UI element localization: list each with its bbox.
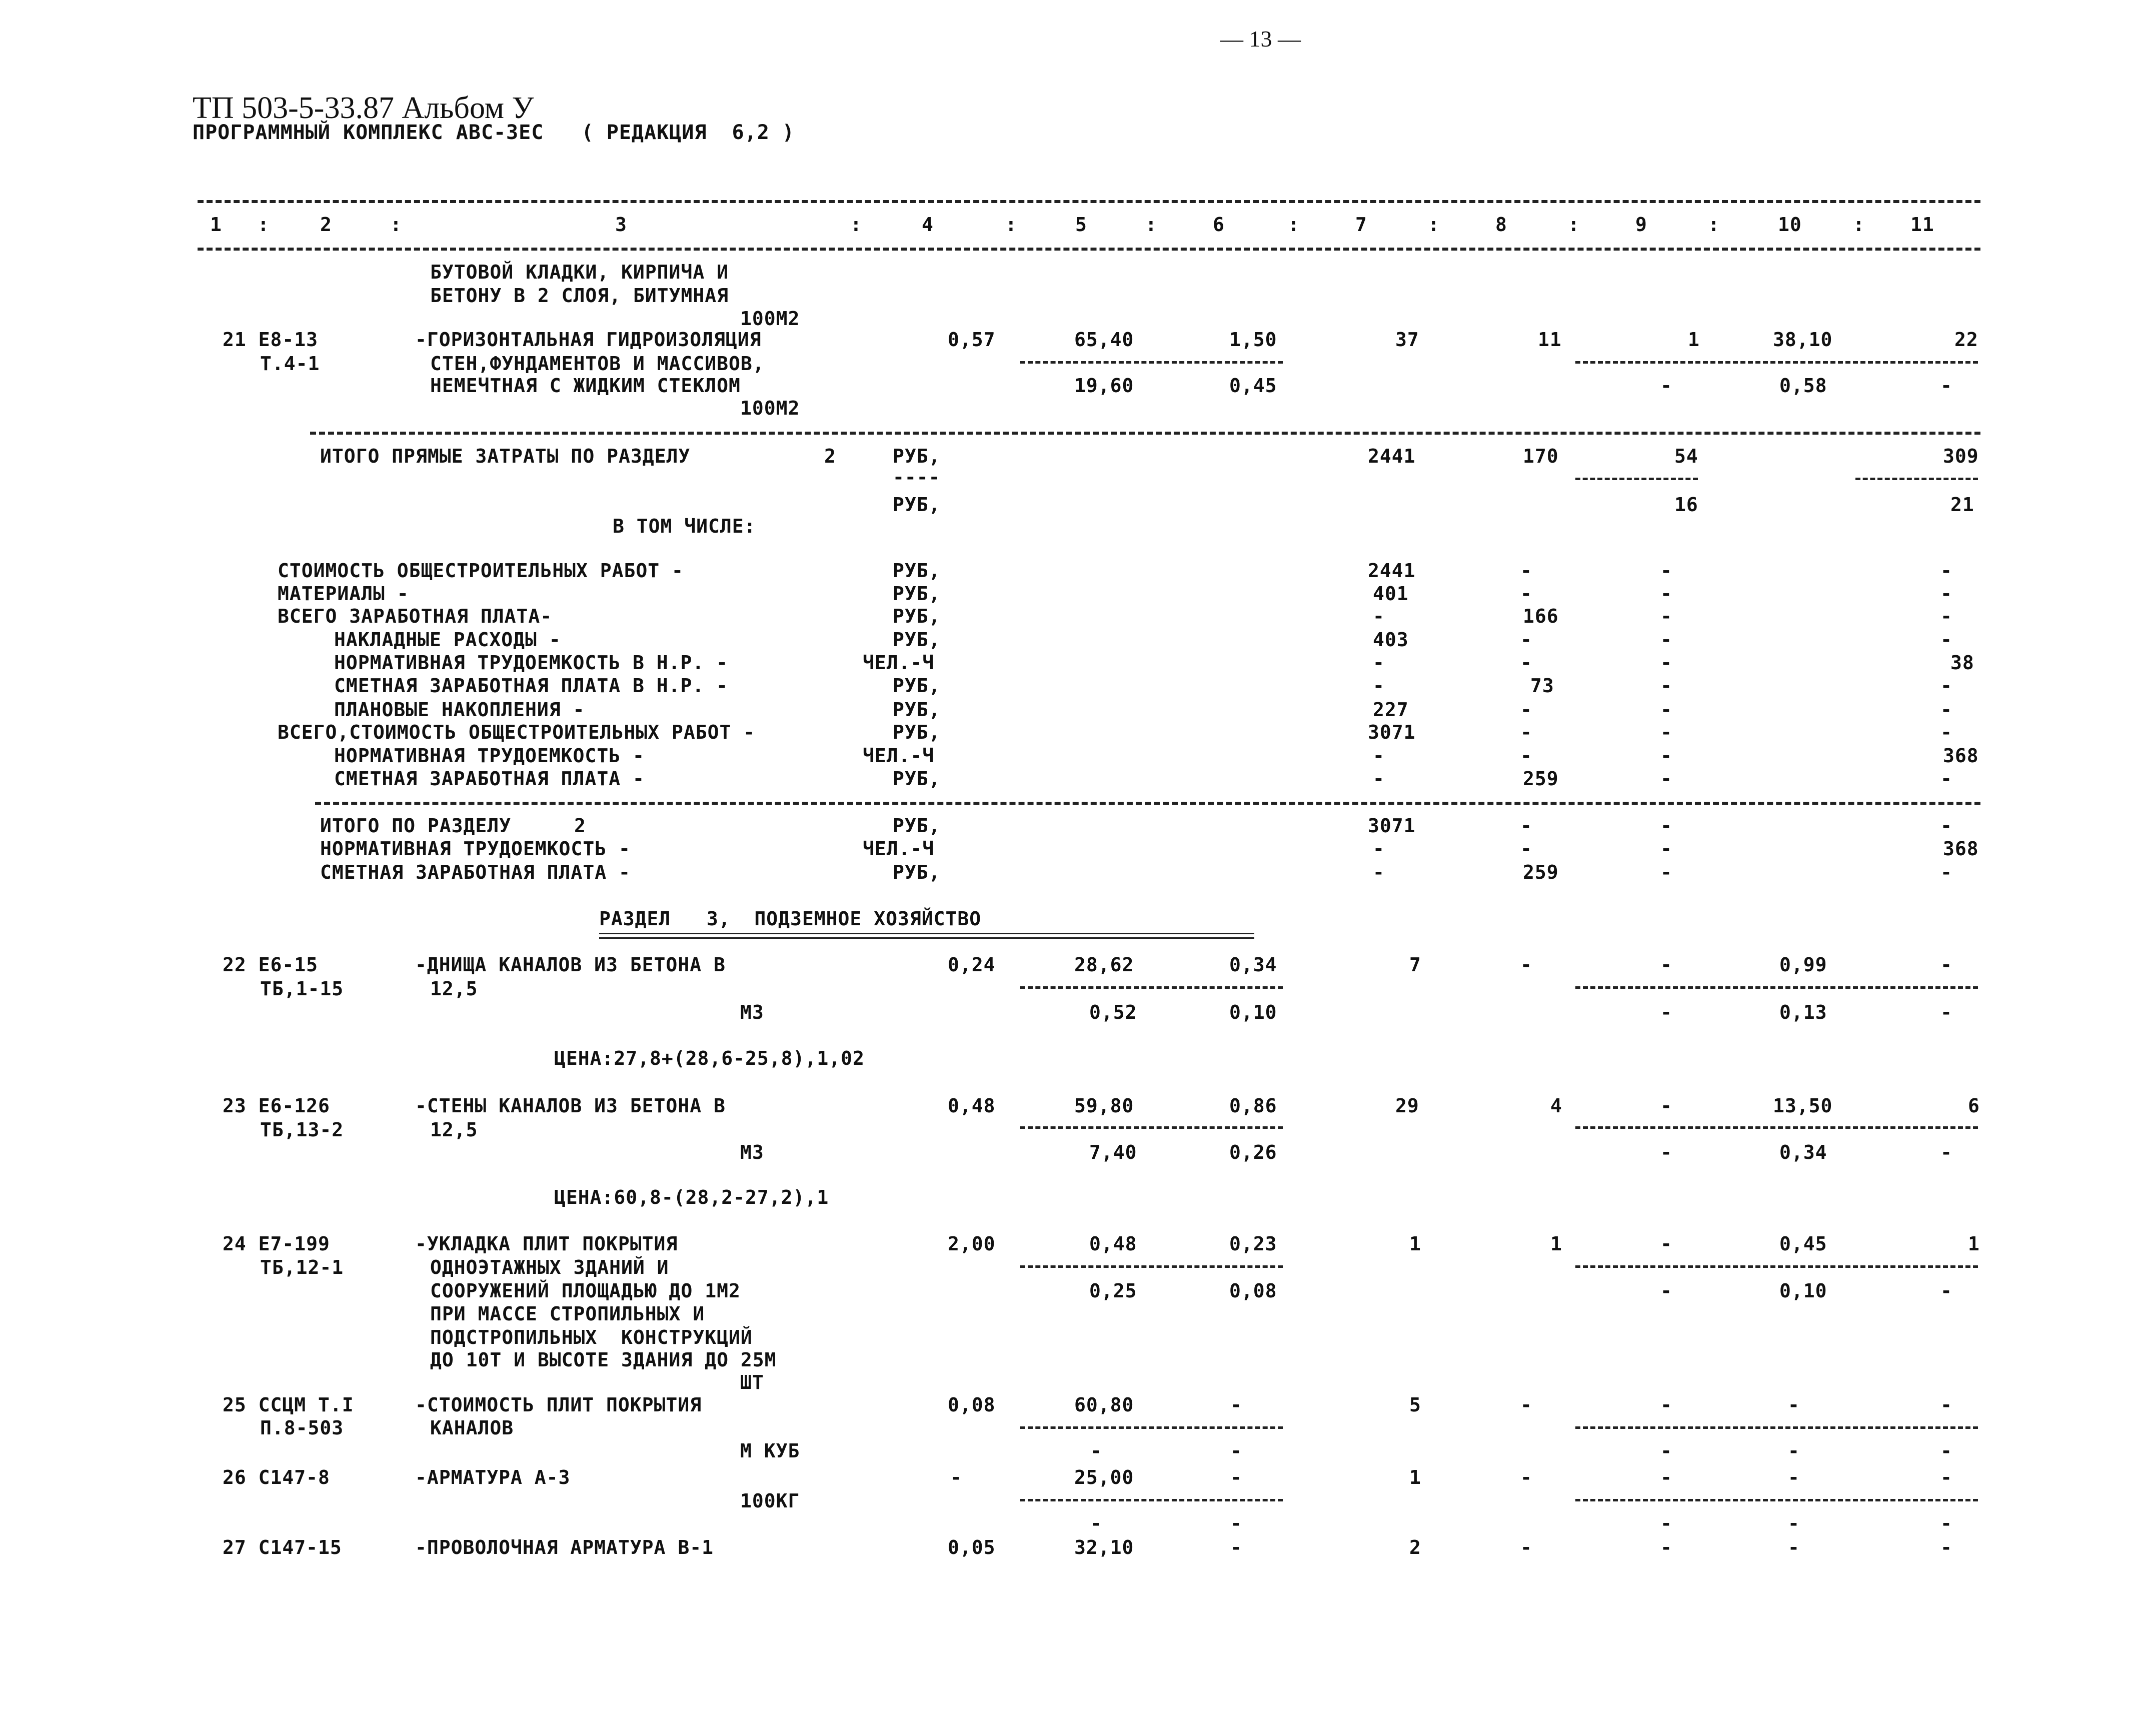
table-cell: -ДНИЩА КАНАЛОВ ИЗ БЕТОНА В [415, 954, 726, 976]
table-cell: - [1788, 1536, 1800, 1558]
table-cell: РУБ, [893, 560, 941, 582]
table-cell: 259 [1523, 768, 1559, 790]
table-cell: НОРМАТИВНАЯ ТРУДОЕМКОСТЬ В Н.Р. - [334, 652, 728, 674]
table-cell: ЧЕЛ.-Ч [863, 652, 935, 674]
value-subrule [1020, 1126, 1283, 1129]
value-subrule [1575, 986, 1978, 989]
table-cell: - [1660, 1440, 1672, 1462]
table-cell: 2 [1409, 1536, 1421, 1558]
table-cell: 28,62 [1074, 954, 1134, 976]
table-cell: 1 [1409, 1233, 1421, 1255]
table-cell: - [950, 1466, 962, 1488]
table-cell: 2441 [1368, 560, 1416, 582]
table-cell: - [1788, 1512, 1800, 1534]
table-cell: 0,10 [1229, 1001, 1277, 1023]
table-cell: М3 [740, 1001, 764, 1023]
table-cell: МАТЕРИАЛЫ - [278, 583, 409, 605]
table-cell: 4 [1550, 1095, 1562, 1117]
value-subrule [1855, 478, 1978, 480]
table-cell: - [1660, 1512, 1672, 1534]
table-cell: РАЗДЕЛ 3, ПОДЗЕМНОЕ ХОЗЯЙСТВО [599, 908, 982, 930]
section-total-rule [310, 432, 1980, 435]
table-cell: - [1373, 768, 1385, 790]
table-cell: 0,86 [1229, 1095, 1277, 1117]
table-cell: 22 Е6-15 [223, 954, 319, 976]
table-cell: 13,50 [1773, 1095, 1833, 1117]
column-header-6: 6 [1213, 214, 1225, 236]
table-cell: ТБ,12-1 [260, 1256, 344, 1278]
table-cell: 27 С147-15 [223, 1536, 342, 1558]
table-cell: 309 [1943, 445, 1979, 467]
table-cell: - [1940, 1280, 1952, 1302]
column-header-5: 5 [1075, 214, 1087, 236]
table-cell: - [1788, 1394, 1800, 1416]
table-cell: - [1090, 1512, 1102, 1534]
table-cell: - [1520, 838, 1532, 860]
table-cell: - [1373, 605, 1385, 627]
table-cell: 3071 [1368, 721, 1416, 743]
table-cell: 0,57 [948, 329, 996, 351]
table-cell: ДО 10Т И ВЫСОТЕ ЗДАНИЯ ДО 25М [430, 1349, 777, 1371]
table-cell: - [1660, 1001, 1672, 1023]
table-cell: 368 [1943, 745, 1979, 767]
table-cell: РУБ, [893, 721, 941, 743]
table-cell: - [1230, 1536, 1242, 1558]
table-cell: - [1660, 1466, 1672, 1488]
table-cell: 368 [1943, 838, 1979, 860]
column-separator: : [1708, 214, 1720, 236]
column-header-2: 2 [320, 214, 332, 236]
table-cell: 166 [1523, 605, 1559, 627]
table-cell: 1,50 [1229, 329, 1277, 351]
table-cell: 100М2 [740, 308, 800, 330]
table-cell: РУБ, [893, 815, 941, 837]
table-cell: РУБ, [893, 445, 941, 467]
value-subrule [1575, 1426, 1978, 1429]
table-cell: 401 [1373, 583, 1409, 605]
table-cell: - [1520, 560, 1532, 582]
table-cell: БУТОВОЙ КЛАДКИ, КИРПИЧА И [430, 261, 729, 283]
table-cell: 6 [1968, 1095, 1980, 1117]
table-cell: - [1660, 861, 1672, 883]
header-top-rule [198, 200, 1980, 203]
table-cell: РУБ, [893, 861, 941, 883]
program-subtitle: ПРОГРАММНЫЙ КОМПЛЕКС АВС-3ЕС ( РЕДАКЦИЯ 6,2 ) [193, 121, 795, 144]
table-cell: 0,34 [1229, 954, 1277, 976]
table-cell: ШТ [740, 1371, 764, 1393]
table-cell: П.8-503 [260, 1417, 344, 1439]
table-cell: 0,52 [1089, 1001, 1137, 1023]
header-bottom-rule [198, 248, 1980, 251]
table-cell: НОРМАТИВНАЯ ТРУДОЕМКОСТЬ - [320, 838, 631, 860]
table-cell: НАКЛАДНЫЕ РАСХОДЫ - [334, 629, 561, 651]
table-cell: 0,58 [1779, 375, 1827, 397]
table-cell: -ГОРИЗОНТАЛЬНАЯ ГИДРОИЗОЛЯЦИЯ [415, 329, 762, 351]
table-cell: 0,08 [948, 1394, 996, 1416]
column-separator: : [1853, 214, 1865, 236]
table-cell: 59,80 [1074, 1095, 1134, 1117]
value-subrule [1575, 1499, 1978, 1501]
table-cell: СТОИМОСТЬ ОБЩЕСТРОИТЕЛЬНЫХ РАБОТ - [278, 560, 684, 582]
page-number: — 13 — [1220, 26, 1301, 52]
table-cell: 3071 [1368, 815, 1416, 837]
table-cell: - [1660, 652, 1672, 674]
table-cell: ТБ,13-2 [260, 1119, 344, 1141]
value-subrule [1575, 361, 1978, 364]
table-cell: СМЕТНАЯ ЗАРАБОТНАЯ ПЛАТА - [334, 768, 645, 790]
column-header-9: 9 [1635, 214, 1647, 236]
value-subrule [1020, 1265, 1283, 1268]
table-cell: ЧЕЛ.-Ч [863, 745, 935, 767]
table-cell: - [1660, 375, 1672, 397]
table-cell: РУБ, [893, 699, 941, 721]
table-cell: 22 [1954, 329, 1978, 351]
table-cell: - [1520, 652, 1532, 674]
table-cell: 1 [1968, 1233, 1980, 1255]
table-cell: 0,24 [948, 954, 996, 976]
column-header-7: 7 [1355, 214, 1367, 236]
table-cell: - [1520, 745, 1532, 767]
value-subrule [1575, 1265, 1978, 1268]
column-separator: : [1568, 214, 1580, 236]
table-cell: ЦЕНА:27,8+(28,6-25,8),1,02 [554, 1047, 865, 1069]
column-separator: : [1288, 214, 1300, 236]
table-cell: - [1230, 1440, 1242, 1462]
table-cell: 0,23 [1229, 1233, 1277, 1255]
table-cell: 0,45 [1229, 375, 1277, 397]
table-cell: КАНАЛОВ [430, 1417, 514, 1439]
value-subrule [1020, 1499, 1283, 1501]
table-cell: ПРИ МАССЕ СТРОПИЛЬНЫХ И [430, 1303, 705, 1325]
table-cell: 12,5 [430, 1119, 478, 1141]
table-cell: - [1940, 1536, 1952, 1558]
table-cell: 38,10 [1773, 329, 1833, 351]
column-header-4: 4 [922, 214, 934, 236]
table-cell: 16 [1674, 494, 1698, 516]
table-cell: 100КГ [740, 1490, 800, 1512]
table-cell: - [1520, 1536, 1532, 1558]
table-cell: -СТЕНЫ КАНАЛОВ ИЗ БЕТОНА В [415, 1095, 726, 1117]
table-cell: БЕТОНУ В 2 СЛОЯ, БИТУМНАЯ [430, 285, 729, 307]
table-cell: 24 Е7-199 [223, 1233, 330, 1255]
column-header-11: 11 [1910, 214, 1934, 236]
table-cell: 65,40 [1074, 329, 1134, 351]
table-cell: 38 [1950, 652, 1974, 674]
table-cell: 0,34 [1779, 1141, 1827, 1163]
table-cell: РУБ, [893, 583, 941, 605]
table-cell: 0,25 [1089, 1280, 1137, 1302]
table-cell: - [1373, 861, 1385, 883]
section-summary-rule [315, 802, 1980, 805]
table-cell: - [1520, 1466, 1532, 1488]
table-cell: - [1373, 675, 1385, 697]
table-cell: 21 [1950, 494, 1974, 516]
table-cell: -УКЛАДКА ПЛИТ ПОКРЫТИЯ [415, 1233, 678, 1255]
table-cell: - [1940, 560, 1952, 582]
table-cell: - [1373, 652, 1385, 674]
table-cell: - [1660, 1536, 1672, 1558]
table-cell: 1 [1688, 329, 1700, 351]
table-cell: 2 [824, 445, 836, 467]
table-cell: ПОДСТРОПИЛЬНЫХ КОНСТРУКЦИЙ [430, 1326, 753, 1348]
table-cell: 0,13 [1779, 1001, 1827, 1023]
value-subrule [1020, 1426, 1283, 1429]
table-cell: - [1660, 768, 1672, 790]
table-cell: - [1660, 605, 1672, 627]
table-cell: - [1373, 745, 1385, 767]
table-cell: - [1940, 675, 1952, 697]
table-cell: НОРМАТИВНАЯ ТРУДОЕМКОСТЬ - [334, 745, 645, 767]
column-header-8: 8 [1495, 214, 1507, 236]
table-cell: - [1660, 675, 1672, 697]
table-cell: - [1940, 375, 1952, 397]
table-cell: - [1520, 954, 1532, 976]
table-cell: М КУБ [740, 1440, 800, 1462]
table-cell: 227 [1373, 699, 1409, 721]
value-subrule [1020, 986, 1283, 989]
table-cell: 21 Е8-13 [223, 329, 319, 351]
table-cell: - [1940, 1394, 1952, 1416]
table-cell: 1 [1550, 1233, 1562, 1255]
table-cell: ПЛАНОВЫЕ НАКОПЛЕНИЯ - [334, 699, 585, 721]
table-cell: НЕМЕЧТНАЯ С ЖИДКИМ СТЕКЛОМ [430, 375, 741, 397]
table-cell: - [1788, 1466, 1800, 1488]
table-cell: РУБ, [893, 675, 941, 697]
table-cell: - [1940, 1141, 1952, 1163]
table-cell: - [1940, 1512, 1952, 1534]
table-cell: СМЕТНАЯ ЗАРАБОТНАЯ ПЛАТА - [320, 861, 631, 883]
table-cell: - [1660, 699, 1672, 721]
table-cell: - [1520, 629, 1532, 651]
table-cell: 0,10 [1779, 1280, 1827, 1302]
table-cell: -СТОИМОСТЬ ПЛИТ ПОКРЫТИЯ [415, 1394, 702, 1416]
table-cell: - [1520, 1394, 1532, 1416]
table-cell: 0,45 [1779, 1233, 1827, 1255]
table-cell: 0,48 [948, 1095, 996, 1117]
table-cell: - [1940, 721, 1952, 743]
table-cell: 5 [1409, 1394, 1421, 1416]
column-header-10: 10 [1778, 214, 1802, 236]
table-cell: - [1940, 629, 1952, 651]
value-subrule [1020, 361, 1283, 364]
table-cell: 0,05 [948, 1536, 996, 1558]
table-cell: 403 [1373, 629, 1409, 651]
table-cell: - [1660, 629, 1672, 651]
table-cell: РУБ, [893, 494, 941, 516]
table-cell: - [1660, 1095, 1672, 1117]
table-cell: 7 [1409, 954, 1421, 976]
table-cell: 0,26 [1229, 1141, 1277, 1163]
table-cell: - [1660, 1141, 1672, 1163]
table-cell: 2441 [1368, 445, 1416, 467]
table-cell: 60,80 [1074, 1394, 1134, 1416]
table-cell: 25 ССЦМ Т.I [223, 1394, 354, 1416]
table-cell: 11 [1538, 329, 1562, 351]
table-cell: 100М2 [740, 397, 800, 419]
table-cell: - [1940, 861, 1952, 883]
column-header-3: 3 [615, 214, 627, 236]
value-subrule [1575, 1126, 1978, 1129]
table-cell: ВСЕГО,СТОИМОСТЬ ОБЩЕСТРОИТЕЛЬНЫХ РАБОТ - [278, 721, 756, 743]
document-title: ТП 503-5-33.87 Альбом У [193, 91, 534, 125]
table-cell: - [1520, 583, 1532, 605]
table-cell: -АРМАТУРА А-3 [415, 1466, 571, 1488]
table-cell: 2 [574, 815, 586, 837]
table-cell: 170 [1523, 445, 1559, 467]
table-cell: ---- [893, 466, 941, 488]
value-subrule [1575, 478, 1698, 480]
table-cell: - [1660, 583, 1672, 605]
table-cell: -ПРОВОЛОЧНАЯ АРМАТУРА В-1 [415, 1536, 714, 1558]
section-heading-underline [599, 933, 1254, 939]
table-cell: 0,99 [1779, 954, 1827, 976]
table-cell: - [1230, 1394, 1242, 1416]
table-cell: РУБ, [893, 768, 941, 790]
table-cell: ТБ,1-15 [260, 978, 344, 1000]
table-cell: Т.4-1 [260, 353, 320, 375]
table-cell: - [1940, 583, 1952, 605]
column-separator: : [390, 214, 402, 236]
table-cell: 19,60 [1074, 375, 1134, 397]
column-separator: : [1145, 214, 1157, 236]
table-cell: СООРУЖЕНИЙ ПЛОЩАДЬЮ ДО 1М2 [430, 1280, 741, 1302]
table-cell: ИТОГО ПО РАЗДЕЛУ [320, 815, 512, 837]
table-cell: - [1940, 954, 1952, 976]
table-cell: 29 [1395, 1095, 1419, 1117]
table-cell: В ТОМ ЧИСЛЕ: [613, 515, 756, 537]
table-cell: - [1940, 815, 1952, 837]
table-cell: 23 Е6-126 [223, 1095, 330, 1117]
table-cell: - [1090, 1440, 1102, 1462]
table-cell: РУБ, [893, 605, 941, 627]
table-cell: - [1940, 768, 1952, 790]
column-separator: : [258, 214, 270, 236]
table-cell: - [1660, 721, 1672, 743]
table-cell: 1 [1409, 1466, 1421, 1488]
table-cell: - [1940, 1466, 1952, 1488]
table-cell: 0,48 [1089, 1233, 1137, 1255]
table-cell: - [1660, 745, 1672, 767]
column-separator: : [1428, 214, 1440, 236]
table-cell: ВСЕГО ЗАРАБОТНАЯ ПЛАТА- [278, 605, 553, 627]
table-cell: 54 [1674, 445, 1698, 467]
table-cell: - [1660, 560, 1672, 582]
table-cell: - [1230, 1512, 1242, 1534]
table-cell: - [1660, 815, 1672, 837]
table-cell: 2,00 [948, 1233, 996, 1255]
table-cell: - [1788, 1440, 1800, 1462]
table-cell: - [1520, 815, 1532, 837]
table-cell: - [1660, 1280, 1672, 1302]
table-cell: - [1940, 1440, 1952, 1462]
column-separator: : [1005, 214, 1017, 236]
table-cell: - [1520, 721, 1532, 743]
table-cell: ЧЕЛ.-Ч [863, 838, 935, 860]
column-separator: : [850, 214, 862, 236]
table-cell: - [1660, 1394, 1672, 1416]
table-cell: 259 [1523, 861, 1559, 883]
table-cell: СМЕТНАЯ ЗАРАБОТНАЯ ПЛАТА В Н.Р. - [334, 675, 728, 697]
table-cell: 0,08 [1229, 1280, 1277, 1302]
table-cell: - [1940, 1001, 1952, 1023]
table-cell: 32,10 [1074, 1536, 1134, 1558]
table-cell: - [1940, 605, 1952, 627]
table-cell: ЦЕНА:60,8-(28,2-27,2),1 [554, 1186, 829, 1208]
table-cell: 73 [1530, 675, 1554, 697]
table-cell: - [1940, 699, 1952, 721]
table-cell: - [1660, 838, 1672, 860]
table-cell: М3 [740, 1141, 764, 1163]
table-cell: 7,40 [1089, 1141, 1137, 1163]
table-cell: РУБ, [893, 629, 941, 651]
table-cell: СТЕН,ФУНДАМЕНТОВ И МАССИВОВ, [430, 353, 765, 375]
column-header-1: 1 [210, 214, 222, 236]
table-cell: - [1660, 1233, 1672, 1255]
table-cell: 12,5 [430, 978, 478, 1000]
table-cell: - [1373, 838, 1385, 860]
table-cell: 37 [1395, 329, 1419, 351]
table-cell: - [1520, 699, 1532, 721]
table-cell: ИТОГО ПРЯМЫЕ ЗАТРАТЫ ПО РАЗДЕЛУ [320, 445, 691, 467]
table-cell: 26 С147-8 [223, 1466, 330, 1488]
table-cell: - [1230, 1466, 1242, 1488]
table-cell: - [1660, 954, 1672, 976]
table-cell: 25,00 [1074, 1466, 1134, 1488]
table-cell: ОДНОЭТАЖНЫХ ЗДАНИЙ И [430, 1256, 669, 1278]
